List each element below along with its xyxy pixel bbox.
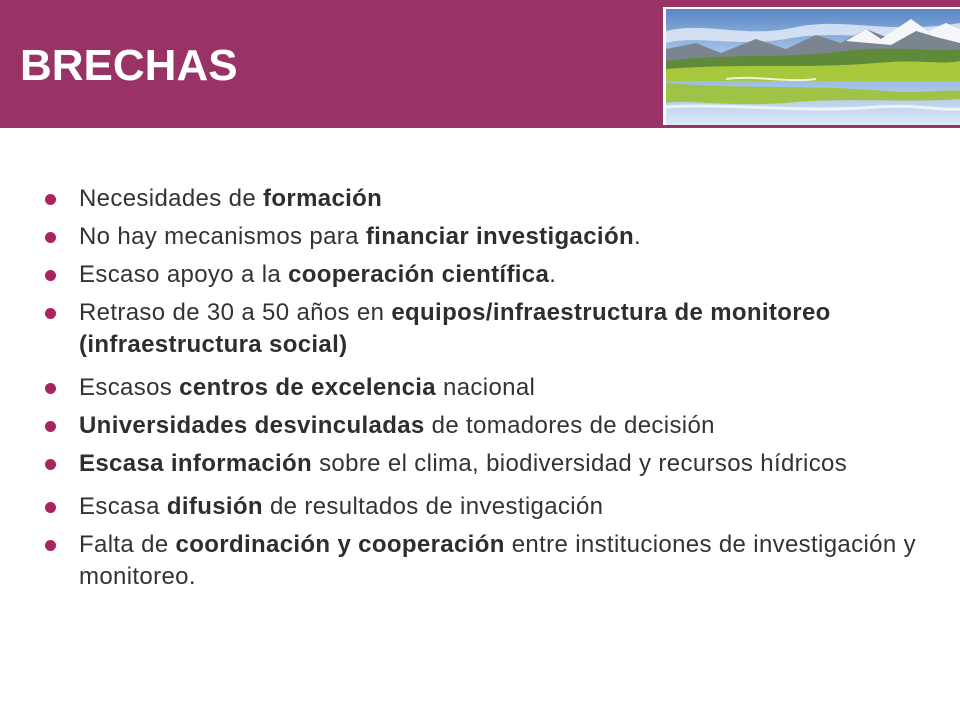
bullet-item: [45, 259, 925, 291]
bullet-item: [45, 221, 925, 253]
landscape-illustration: [666, 9, 960, 125]
bullet-dot-icon: [45, 421, 56, 432]
bullet-text: Necesidades de: [79, 185, 264, 212]
bullet-text: Escaso apoyo a la: [79, 261, 289, 288]
bullet-dot-icon: [45, 383, 56, 394]
bullet-item: [45, 372, 925, 404]
bullet-item: [45, 448, 925, 480]
bullet-emphasis: equipos/infraestructura de monitoreo (infraestructura social): [79, 299, 831, 358]
bullet-text: de resultados de investigación: [262, 493, 604, 520]
bullet-item: [45, 529, 925, 593]
bullet-text: .: [549, 261, 557, 288]
bullet-emphasis: difusión: [166, 493, 263, 520]
bullet-dot-icon: [45, 194, 56, 205]
bullet-item: [45, 297, 925, 361]
bullet-emphasis: Escasa información: [79, 450, 313, 477]
bullet-text: Escasa: [79, 493, 167, 520]
bullet-text: Escasos: [79, 374, 180, 401]
slide-title: BRECHAS: [20, 41, 238, 90]
bullet-text: No hay mecanismos para: [79, 223, 366, 250]
bullet-text: Falta de: [79, 531, 176, 558]
title-bar: [0, 0, 960, 128]
bullet-emphasis: formación: [263, 185, 383, 212]
bullet-emphasis: coordinación y cooperación: [175, 531, 505, 558]
bullet-text: .: [633, 223, 641, 250]
bullet-dot-icon: [45, 308, 56, 319]
bullet-emphasis: cooperación científica: [288, 261, 550, 288]
bullet-text: sobre el clima, biodiversidad y recursos hídricos: [312, 450, 848, 477]
bullet-dot-icon: [45, 502, 56, 513]
bullet-emphasis: financiar investigación: [365, 223, 634, 250]
bullet-item: [45, 410, 925, 442]
bullet-dot-icon: [45, 459, 56, 470]
bullet-dot-icon: [45, 270, 56, 281]
bullet-text: entre instituciones de investigación y monitoreo.: [79, 531, 916, 590]
bullet-dot-icon: [45, 232, 56, 243]
bullet-emphasis: centros de excelencia: [179, 374, 436, 401]
bullet-item: [45, 183, 925, 215]
bullet-text: de tomadores de decisión: [424, 412, 715, 439]
bullet-text: nacional: [436, 374, 536, 401]
bullet-dot-icon: [45, 540, 56, 551]
bullet-item: [45, 491, 925, 523]
bullet-list: [45, 183, 925, 599]
bullet-text: Retraso de 30 a 50 años en: [79, 299, 392, 326]
bullet-emphasis: Universidades desvinculadas: [79, 412, 425, 439]
landscape-banner-image: [663, 7, 960, 125]
